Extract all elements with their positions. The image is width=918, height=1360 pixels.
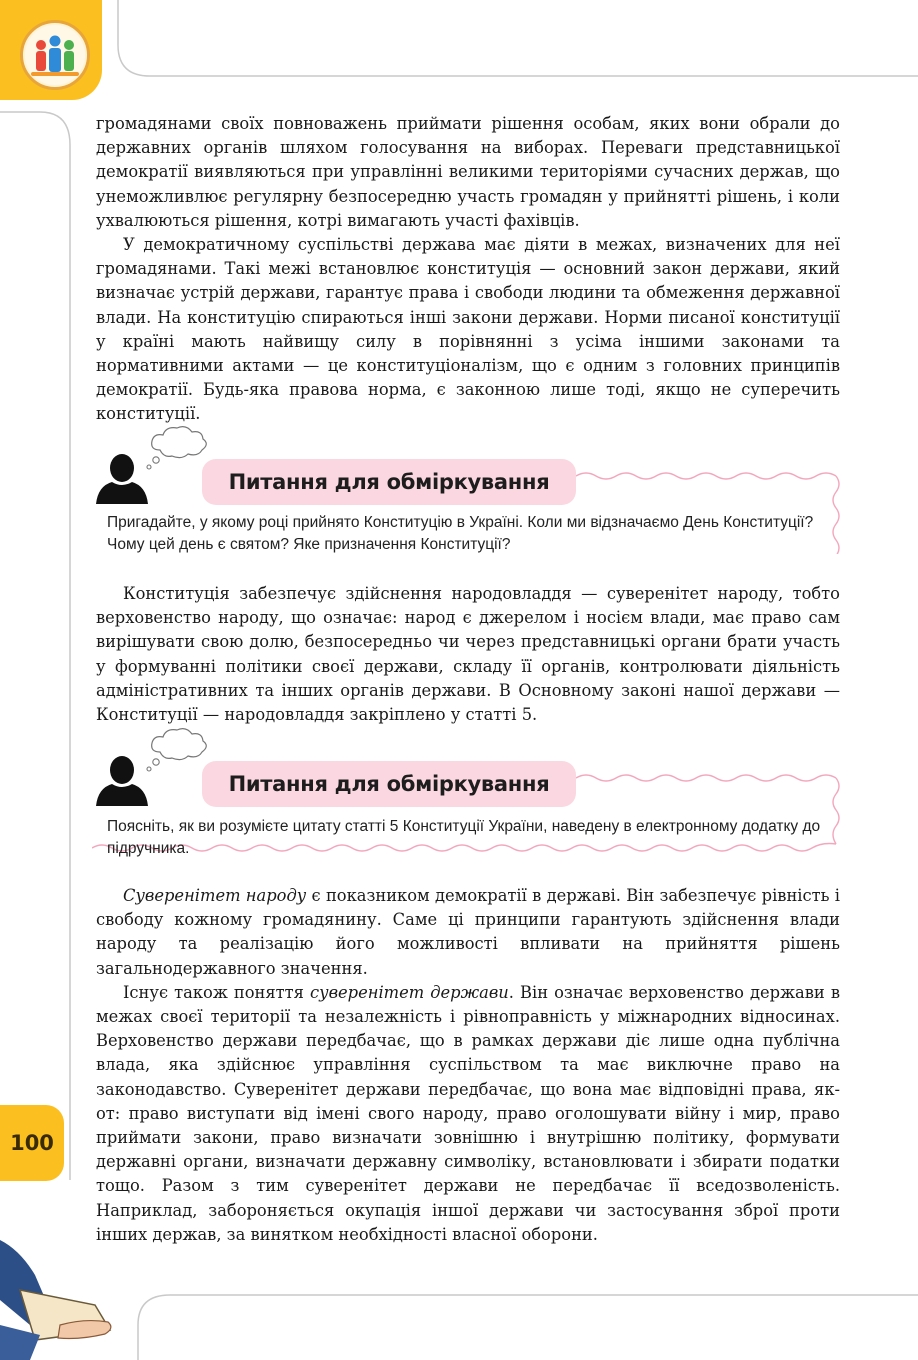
paragraph-people-sovereignty — [96, 884, 840, 981]
paragraph-people-sovereignty-text: є показником демократії в державі. Він забезпечує рівність і свободу кожному громадянину. Саме ці принципи гарантують здійснення влади народу та реалізацію його можливості впливати на прийняття рішень загальнодержавного значення. — [96, 886, 841, 978]
term-people-sovereignty: Суверенітет народу — [123, 886, 307, 905]
main-text-bottom — [96, 884, 840, 1247]
main-text-middle — [96, 582, 840, 727]
page-number-tab — [0, 1105, 64, 1181]
paragraph-constitution: У демократичному суспільстві держава має діяти в межах, визначених для неї громадянами. Такі межі встановлює конституція — основний закон держави, який визначає устрій держави, гарантує права і свободи людини та обмеження державної влади. На конституцію спираються інші закони держави. Норми писаної конституції у країні мають найвищу силу в порівнянні з усіма іншими законами та нормативними актами — це конституціоналізм, що є одним з головних принципів демократії. Будь-яка правова норма, є законною лише тоді, якщо не суперечить конституції. — [96, 235, 840, 424]
paragraph-sovereignty: Конституція забезпечує здійснення народовладдя — суверенітет народу, тобто верховенство народу, що означає: народ є джерелом і носієм влади, має право сам вирішувати свою долю, безпосередньо чи через представницькі органи брати участь у формуванні політики своєї держави, складу її органів, контролювати діяльність адміністративних та інших органів держави. В Основному законі нашої держави — Конституції — народовладдя закріплено у статті 5. — [96, 584, 840, 725]
question-box-2 — [92, 726, 844, 856]
page-number: 100 — [10, 1131, 54, 1155]
question-box-1 — [92, 424, 844, 554]
hand-book-illustration — [0, 1230, 130, 1360]
main-text-top — [96, 112, 840, 427]
question-text-2: Поясніть, як ви розумієте цитату статті 5 Конституції України, наведену в електронному додатку до підручника. — [107, 818, 821, 857]
paragraph-continuation: громадянами своїх повноважень приймати рішення особам, яких вони обрали до державних органів шляхом голосування на виборах. Переваги представницької демократії виявляються при управлінні великими територіями сучасних держав, що унеможливлює регулярну безпосередню участь громадян у прийнятті рішень, і коли ухвалюються рішення, котрі вимагають участі фахівців. — [96, 114, 840, 230]
question-title-1: Питання для обміркування — [202, 459, 576, 505]
people-circle-logo-icon — [20, 20, 90, 90]
question-text-1: Пригадайте, у якому році прийнято Конституцію в Україні. Коли ми відзначаємо День Конституції? Чому цей день є святом? Яке призначення Конституції? — [107, 514, 814, 553]
paragraph-state-sovereignty-lead: Існує також поняття — [123, 982, 310, 1002]
question-title-2: Питання для обміркування — [202, 761, 576, 807]
term-state-sovereignty: суверенітет держави — [310, 982, 509, 1002]
paragraph-state-sovereignty — [96, 981, 840, 1247]
top-corner-tab — [0, 0, 102, 100]
paragraph-state-sovereignty-text: . Він означає верховенство держави в межах своєї території та незалежність і рівноправність у міжнародних відносинах. Верховенство держави передбачає, що в рамках держави діє лише одна публічна влада, яка здійснює управління суспільством та має виключне право на законодавство. Суверенітет держави передбачає, що вона має відповідні права, як-от: право виступати від імені свого народу, право оголошувати війну і мир, право приймати закони, право визначати зовнішню і внутрішню політику, формувати державні органи, визначати державну символіку, встановлювати і збирати податки тощо. Разом з тим суверенітет держави не передбачає її вседозволеність. Наприклад, забороняється окупація іншої держави чи застосування зброї проти інших держав, за винятком необхідності власної оборони. — [96, 982, 841, 1244]
